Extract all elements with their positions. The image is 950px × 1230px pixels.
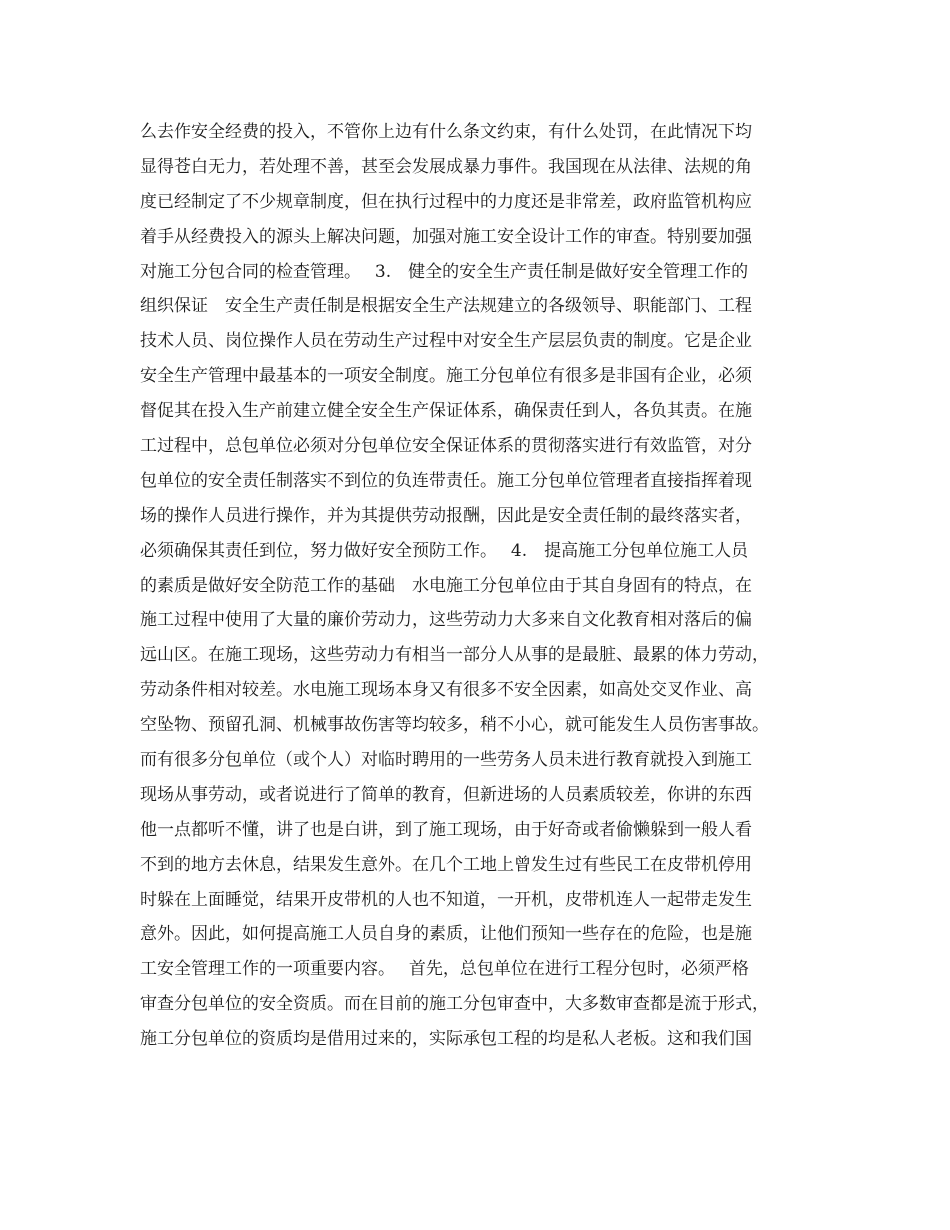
text-line: 审查分包单位的安全资质。而在目前的施工分包审查中，大多数审查都是流于形式， bbox=[140, 994, 769, 1015]
text-line: 施工过程中使用了大量的廉价劳动力，这些劳动力大多来自文化教育相对落后的偏 bbox=[140, 610, 752, 631]
text-line: 工安全管理工作的一项重要内容。 首先，总包单位在进行工程分包时，必须严格 bbox=[140, 959, 749, 980]
text-line: 施工分包单位的资质均是借用过来的，实际承包工程的均是私人老板。这和我们国 bbox=[140, 1029, 752, 1050]
text-line: 场的操作人员进行操作，并为其提供劳动报酬，因此是安全责任制的最终落实者， bbox=[140, 505, 752, 526]
text-line: 的素质是做好安全防范工作的基础 水电施工分包单位由于其自身固有的特点，在 bbox=[140, 575, 752, 596]
body-text bbox=[140, 115, 830, 1057]
text-line: 安全生产管理中最基本的一项安全制度。施工分包单位有很多是非国有企业，必须 bbox=[140, 366, 752, 387]
text-line: 而有很多分包单位（或个人）对临时聘用的一些劳务人员未进行教育就投入到施工 bbox=[140, 750, 752, 771]
text-line: 劳动条件相对较差。水电施工现场本身又有很多不安全因素，如高处交叉作业、高 bbox=[140, 680, 752, 701]
text-line: 包单位的安全责任制落实不到位的负连带责任。施工分包单位管理者直接指挥着现 bbox=[140, 470, 752, 491]
text-line: 现场从事劳动，或者说进行了简单的教育，但新进场的人员素质较差，你讲的东西 bbox=[140, 784, 752, 805]
text-line: 督促其在投入生产前建立健全安全生产保证体系，确保责任到人，各负其责。在施 bbox=[140, 401, 752, 422]
text-line: 不到的地方去休息，结果发生意外。在几个工地上曾发生过有些民工在皮带机停用 bbox=[140, 854, 752, 875]
text-line: 工过程中，总包单位必须对分包单位安全保证体系的贯彻落实进行有效监管，对分 bbox=[140, 436, 752, 457]
text-line: 度已经制定了不少规章制度，但在执行过程中的力度还是非常差，政府监管机构应 bbox=[140, 191, 752, 212]
text-line: 着手从经费投入的源头上解决问题，加强对施工安全设计工作的审查。特别要加强 bbox=[140, 226, 752, 247]
text-line: 远山区。在施工现场，这些劳动力有相当一部分人从事的是最脏、最累的体力劳动， bbox=[140, 645, 769, 666]
text-line: 么去作安全经费的投入，不管你上边有什么条文约束，有什么处罚，在此情况下均 bbox=[140, 122, 752, 142]
text-line: 显得苍白无力，若处理不善，甚至会发展成暴力事件。我国现在从法律、法规的角 bbox=[140, 156, 752, 177]
text-line: 对施工分包合同的检查管理。 3. 健全的安全生产责任制是做好安全管理工作的 bbox=[140, 261, 749, 282]
text-line: 空坠物、预留孔洞、机械事故伤害等均较多，稍不小心，就可能发生人员伤害事故。 bbox=[140, 715, 769, 736]
text-line: 他一点都听不懂，讲了也是白讲，到了施工现场，由于好奇或者偷懒躲到一般人看 bbox=[140, 819, 752, 840]
text-line: 意外。因此，如何提高施工人员自身的素质，让他们预知一些存在的危险，也是施 bbox=[140, 924, 752, 945]
text-line: 时躲在上面睡觉，结果开皮带机的人也不知道，一开机，皮带机连人一起带走发生 bbox=[140, 889, 752, 910]
text-line: 技术人员、岗位操作人员在劳动生产过程中对安全生产层层负责的制度。它是企业 bbox=[140, 331, 752, 352]
text-line: 组织保证 安全生产责任制是根据安全生产法规建立的各级领导、职能部门、工程 bbox=[140, 296, 752, 317]
text-line: 必须确保其责任到位，努力做好安全预防工作。 4. 提高施工分包单位施工人员 bbox=[140, 540, 749, 561]
